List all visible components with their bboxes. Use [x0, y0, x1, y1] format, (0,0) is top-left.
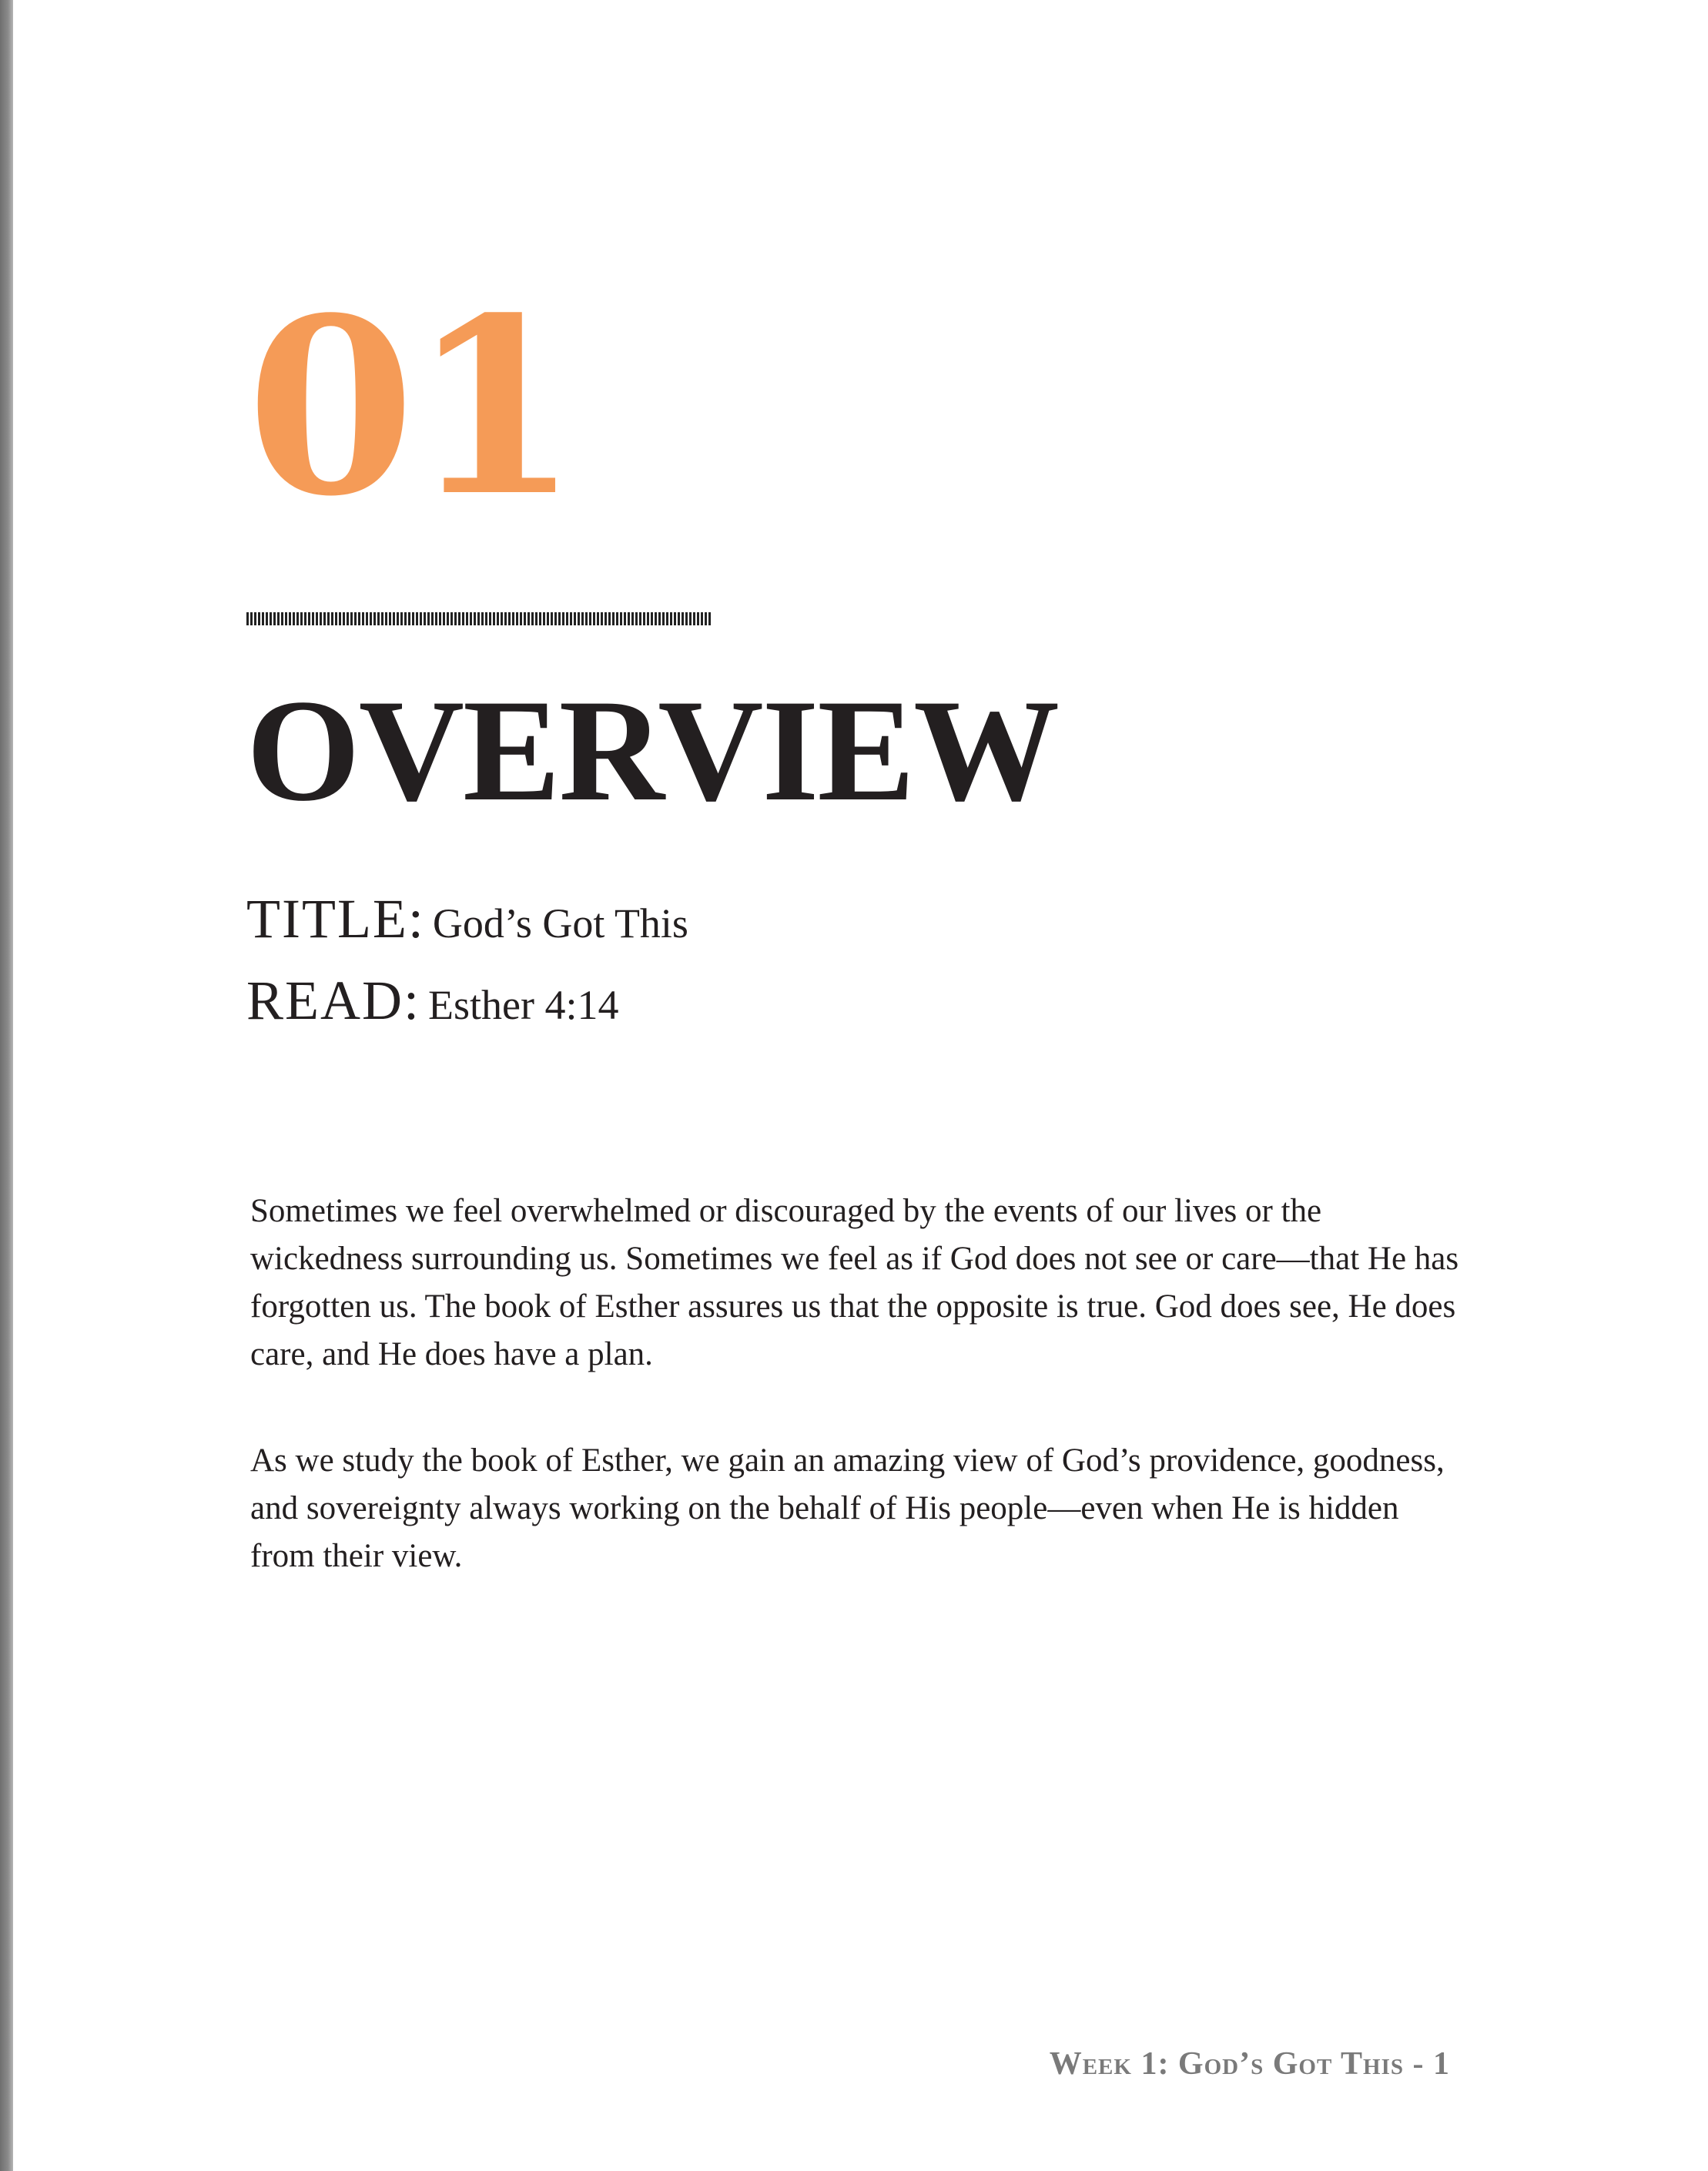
body-paragraph-1: Sometimes we feel overwhelmed or discouraged by the events of our lives or the wickedness surrounding us. Sometimes we feel as if God does not see or care—that He has forgotten us. The book of Esther assures us that the opposite is true. God does see, He does care, and He does have a plan.	[250, 1193, 1459, 1372]
read-label: READ:	[246, 970, 420, 1031]
title-label: TITLE:	[246, 888, 425, 950]
page-edge-shadow	[0, 0, 13, 2171]
running-footer: Week 1: God’s Got This - 1	[1049, 2046, 1450, 2082]
body-paragraph-2: As we study the book of Esther, we gain an amazing view of God’s providence, goodness, and sovereignty always working on the behalf of His people—even when He is hidden from their view.	[250, 1442, 1445, 1574]
read-line	[246, 969, 618, 1033]
chapter-number: 01	[246, 265, 575, 550]
title-line	[246, 887, 688, 951]
title-value: God’s Got This	[432, 900, 688, 946]
section-heading: OVERVIEW	[246, 670, 1059, 832]
section-divider	[246, 612, 712, 625]
read-value: Esther 4:14	[428, 982, 619, 1028]
